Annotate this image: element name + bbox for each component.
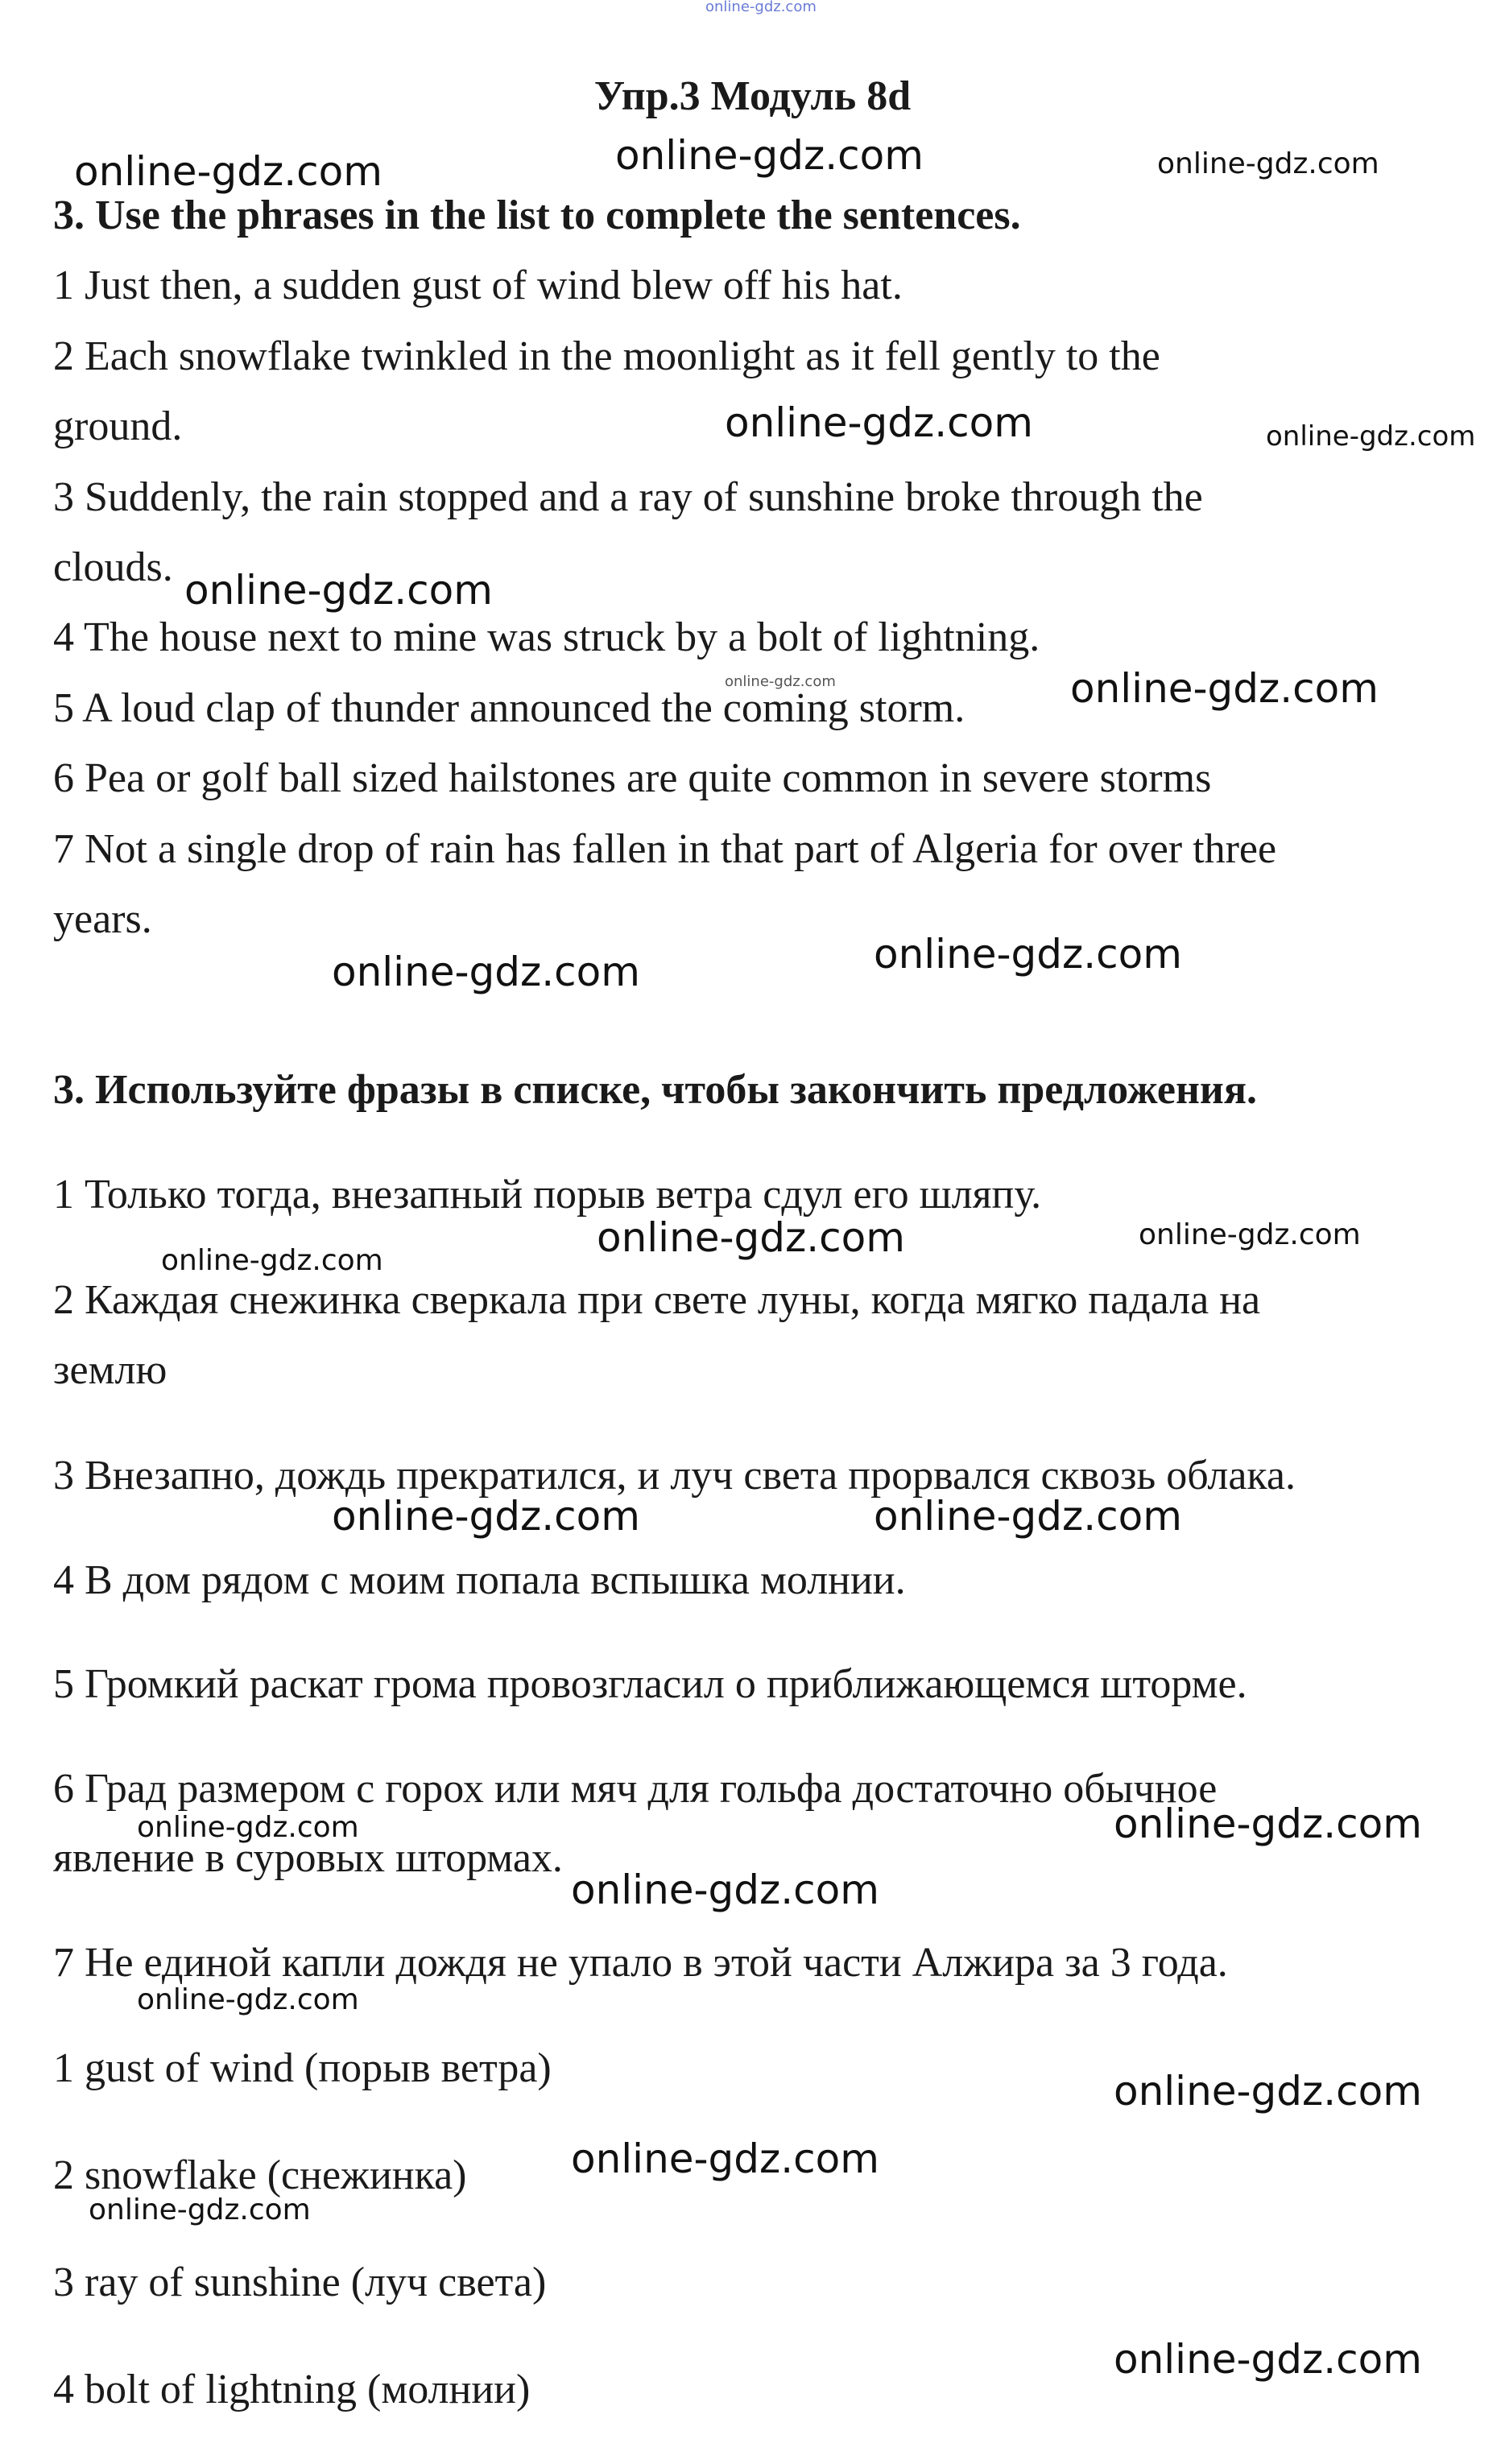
- watermark: online-gdz.com: [705, 0, 817, 15]
- english-line: 5 A loud clap of thunder announced the coming storm.: [53, 685, 965, 731]
- watermark: online-gdz.com: [137, 1983, 359, 2016]
- english-line: ground.: [53, 403, 183, 449]
- watermark: online-gdz.com: [597, 1214, 905, 1261]
- watermark: online-gdz.com: [137, 1811, 359, 1844]
- watermark: online-gdz.com: [184, 567, 493, 614]
- watermark: online-gdz.com: [725, 399, 1033, 446]
- english-line: 6 Pea or golf ball sized hailstones are quite common in severe storms: [53, 755, 1212, 801]
- watermark: online-gdz.com: [874, 1493, 1182, 1540]
- watermark: online-gdz.com: [874, 931, 1182, 978]
- watermark: online-gdz.com: [571, 1867, 879, 1913]
- watermark: online-gdz.com: [1266, 420, 1476, 453]
- watermark: online-gdz.com: [1114, 2068, 1422, 2115]
- watermark: online-gdz.com: [89, 2193, 311, 2226]
- vocabulary-item: 4 bolt of lightning (молнии): [53, 2367, 531, 2412]
- russian-line: 1 Только тогда, внезапный порыв ветра сдул его шляпу.: [53, 1172, 1042, 1218]
- russian-line: 4 В дом рядом с моим попала вспышка молнии.: [53, 1557, 906, 1603]
- watermark: online-gdz.com: [1070, 665, 1379, 712]
- english-line: 2 Each snowflake twinkled in the moonlight as it fell gently to the: [53, 333, 1160, 379]
- watermark: online-gdz.com: [571, 2135, 879, 2182]
- watermark: online-gdz.com: [74, 148, 382, 195]
- english-line: 4 The house next to mine was struck by a bolt of lightning.: [53, 614, 1040, 660]
- watermark: online-gdz.com: [725, 673, 836, 690]
- russian-task-heading: 3. Используйте фразы в списке, чтобы закончить предложения.: [53, 1067, 1258, 1113]
- watermark: online-gdz.com: [1114, 2336, 1422, 2383]
- russian-line: 7 Не единой капли дождя не упало в этой части Алжира за 3 года.: [53, 1940, 1228, 1986]
- russian-line: 6 Град размером с горох или мяч для гольфа достаточно обычное: [53, 1766, 1218, 1812]
- watermark: online-gdz.com: [1114, 1800, 1422, 1847]
- russian-line: 5 Громкий раскат грома провозгласил о приближающемся шторме.: [53, 1661, 1247, 1707]
- watermark: online-gdz.com: [332, 949, 640, 995]
- russian-line: землю: [53, 1347, 167, 1393]
- vocabulary-item: 1 gust of wind (порыв ветра): [53, 2045, 552, 2091]
- watermark: online-gdz.com: [332, 1493, 640, 1540]
- russian-line: 2 Каждая снежинка сверкала при свете луны, когда мягко падала на: [53, 1277, 1261, 1323]
- english-task-heading: 3. Use the phrases in the list to complete the sentences.: [53, 192, 1021, 238]
- english-line: 3 Suddenly, the rain stopped and a ray of sunshine broke through the: [53, 474, 1203, 520]
- watermark: online-gdz.com: [615, 132, 924, 179]
- watermark: online-gdz.com: [1139, 1218, 1361, 1251]
- russian-line: явление в суровых штормах.: [53, 1835, 563, 1881]
- page-title: Упр.3 Модуль 8d: [593, 73, 912, 119]
- russian-line: 3 Внезапно, дождь прекратился, и луч света прорвался сквозь облака.: [53, 1453, 1296, 1499]
- vocabulary-item: 3 ray of sunshine (луч света): [53, 2259, 547, 2305]
- watermark: online-gdz.com: [161, 1244, 383, 1277]
- english-line: 7 Not a single drop of rain has fallen in that part of Algeria for over three: [53, 826, 1277, 872]
- watermark: online-gdz.com: [1157, 147, 1379, 180]
- english-line: clouds.: [53, 544, 173, 590]
- english-line: years.: [53, 896, 152, 942]
- english-line: 1 Just then, a sudden gust of wind blew off his hat.: [53, 263, 903, 308]
- vocabulary-item: 2 snowflake (снежинка): [53, 2152, 467, 2198]
